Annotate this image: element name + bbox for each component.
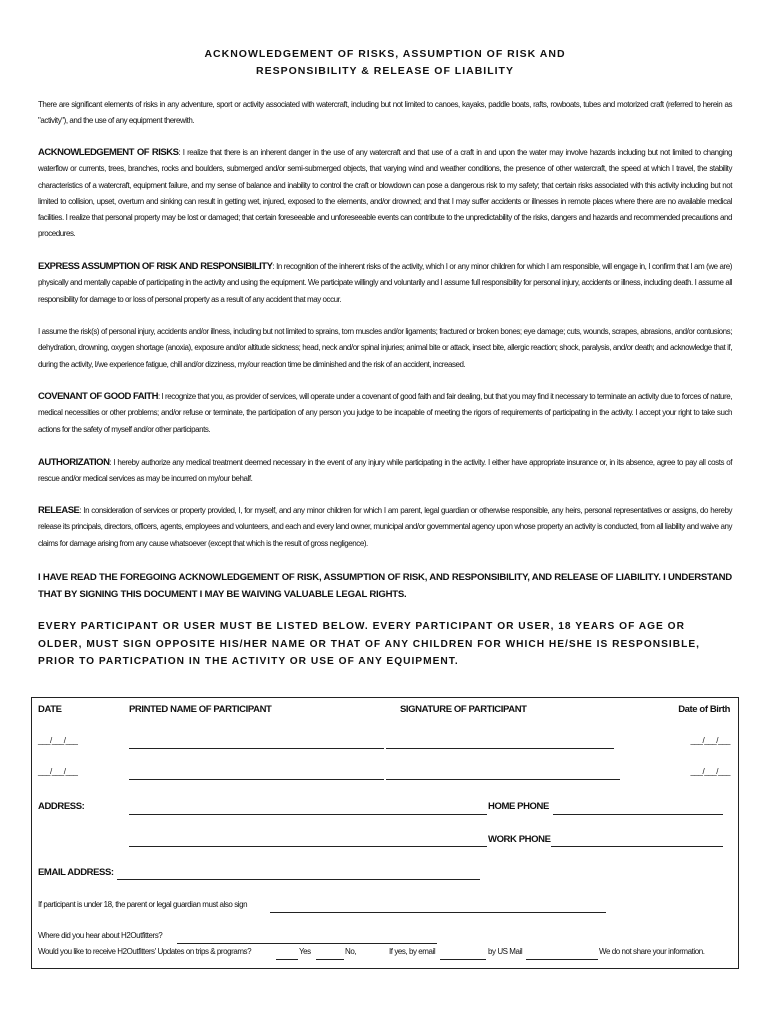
us-mail-label: by US Mail bbox=[488, 947, 523, 956]
document-title bbox=[0, 46, 770, 80]
date-field-2[interactable]: ___/___/___ bbox=[38, 767, 78, 776]
updates-no-blank[interactable] bbox=[316, 959, 344, 960]
email-label: EMAIL ADDRESS: bbox=[38, 867, 114, 878]
covenant-text: : I recognize that you, as provider of services, will operate under a covenant of good faith and fair dealing, but that you may find it necessary to terminate an activity due to forces of nature, medical necessities or other problems; and/or refuse or terminate, the participation of any person you judge to be incapable of meeting the rigors of requirements of participating in the activity. I accept your right to take such actions for the safety of myself and/or other participants. bbox=[38, 392, 732, 434]
release-text: : In consideration of services or property provided, I, for myself, and any minor children for which I am parent, legal guardian or otherwise responsible, any heirs, personal representatives or assigns, do hereby release its principals, directors, officers, agents, employees and volunteers, and each and every land owner, municipal and/or governmental agency upon whose property an activity is conducted, from all liability and waive any claims for damage arising from any cause whatsoever (except that which is the result of gross negligence). bbox=[38, 506, 732, 548]
work-phone-field[interactable] bbox=[551, 846, 723, 847]
express-heading: EXPRESS ASSUMPTION OF RISK AND RESPONSIBILITY bbox=[38, 261, 273, 272]
acknowledgement-heading: ACKNOWLEDGEMENT OF RISKS bbox=[38, 147, 179, 158]
guardian-signature-field[interactable] bbox=[270, 912, 606, 913]
assume-risk-paragraph: I assume the risk(s) of personal injury, accidents and/or illness, including but not limited to sprains, torn muscles and/or ligaments; fractured or broken bones; eye damage; cuts, wounds, scrapes, abrasions, and/or contusions; dehydration, drowning, oxygen shortage (anoxia), exposure and/or altitude sickness; head, neck and/or spinal injuries; animal bite or attack, insect bite, allergic reaction; shock, paralysis, and/or death; and acknowledge that if, during the activity, I/we experience fatigue, chill and/or dizziness, my/our reaction time be diminished and the risk of an accident, increased. bbox=[38, 327, 732, 369]
covenant-heading: COVENANT OF GOOD FAITH bbox=[38, 391, 158, 402]
name-field-2[interactable] bbox=[129, 779, 384, 780]
address-field-2[interactable] bbox=[129, 846, 487, 847]
intro-paragraph: There are significant elements of risks in any adventure, sport or activity associated with watercraft, including but not limited to canoes, kayaks, paddle boats, rafts, rowboats, tubes and motorized craft (referred to herein as "activity"), and the use of any equipment therewith. bbox=[38, 100, 732, 126]
where-heard-field[interactable] bbox=[177, 943, 437, 944]
name-field-1[interactable] bbox=[129, 748, 384, 749]
dob-field-2[interactable]: ___/___/___ bbox=[690, 767, 730, 776]
work-phone-label: WORK PHONE bbox=[488, 834, 551, 845]
date-column-header: DATE bbox=[38, 704, 62, 715]
authorization-paragraph bbox=[38, 455, 732, 488]
if-yes-email-label: If yes, by email bbox=[389, 947, 436, 956]
acknowledgement-paragraph bbox=[38, 145, 732, 243]
express-assumption-paragraph bbox=[38, 259, 732, 308]
signature-field-2[interactable] bbox=[386, 779, 620, 780]
email-field[interactable] bbox=[117, 879, 480, 880]
privacy-note: We do not share your information. bbox=[599, 947, 705, 956]
mail-updates-blank[interactable] bbox=[526, 959, 598, 960]
title-line-2: RESPONSIBILITY & RELEASE OF LIABILITY bbox=[256, 65, 514, 77]
address-label: ADDRESS: bbox=[38, 801, 85, 812]
address-field-1[interactable] bbox=[129, 814, 487, 815]
express-text: : In recognition of the inherent risks of the activity, which I or any minor children for which I am responsible, will engage in, I confirm that I am (we are) physically and mentally capable of participating in the activity and using the equipment. We participate willingly and voluntarily and I assume full responsibility for personal injury, accidents or illness, including death. I assume all responsibility for damage to or loss of personal property as a result of any accident that may occur. bbox=[38, 262, 732, 304]
covenant-paragraph bbox=[38, 389, 732, 438]
participant-form bbox=[31, 697, 739, 969]
dob-field-1[interactable]: ___/___/___ bbox=[690, 736, 730, 745]
dob-column-header: Date of Birth bbox=[678, 704, 730, 715]
acknowledgement-statement: I HAVE READ THE FOREGOING ACKNOWLEDGEMENT OF RISK, ASSUMPTION OF RISK, AND RESPONSIBILITY, AND RELEASE OF LIABILITY. I UNDERSTAND THAT BY SIGNING THIS DOCUMENT I MAY BE WAIVING VALUABLE LEGAL RIGHTS. bbox=[38, 572, 732, 600]
updates-question: Would you like to receive H2Outfitters' Updates on trips & programs? bbox=[38, 947, 252, 956]
signature-field-1[interactable] bbox=[386, 748, 614, 749]
release-heading: RELEASE bbox=[38, 505, 80, 516]
updates-no-label: No, bbox=[345, 947, 357, 956]
acknowledgement-text: : I realize that there is an inherent danger in the use of any watercraft and that use of a craft in and upon the water may involve hazards including but not limited to changing waterflow or currents, trees, branches, rocks and boulders, submerged and/or semi-submerged objects, that varying wind and weather conditions, the presence of other watercraft, the speed at which I travel, the stability characteristics of a watercraft, equipment failure, and my sense of balance and inability to control the craft or blowdown can pose a dangerous risk to my safety; that certain risks associated with this activity including but not limited to collision, upset, overturn and sinking can result in getting wet, injured, exposed to the elements, and/or drowned; and that I may suffer accidents or illnesses in remote places where there are no available medical facilities. I realize that personal property may be lost or damaged; that certain foreseeable and unforeseeable events can contribute to the unpredictability of the risks, dangers and hazards and recommended precautions and procedures. bbox=[38, 148, 733, 239]
home-phone-label: HOME PHONE bbox=[488, 801, 549, 812]
date-field-1[interactable]: ___/___/___ bbox=[38, 736, 78, 745]
email-updates-blank[interactable] bbox=[440, 959, 486, 960]
authorization-heading: AUTHORIZATION bbox=[38, 457, 110, 468]
title-line-1: ACKNOWLEDGEMENT OF RISKS, ASSUMPTION OF RISK AND bbox=[204, 48, 566, 60]
signature-column-header: SIGNATURE OF PARTICIPANT bbox=[400, 704, 527, 715]
updates-yes-label: Yes bbox=[299, 947, 311, 956]
release-paragraph bbox=[38, 503, 732, 552]
where-heard-text: Where did you hear about H2Outfitters? bbox=[38, 931, 163, 940]
updates-yes-blank[interactable] bbox=[276, 959, 298, 960]
authorization-text: : I hereby authorize any medical treatment deemed necessary in the event of any injury while participating in the activity. I either have appropriate insurance or, in its absence, agree to pay all costs of rescue and/or medical services as may be incurred on my/our behalf. bbox=[38, 458, 732, 484]
participant-instructions: EVERY PARTICIPANT OR USER MUST BE LISTED BELOW. EVERY PARTICIPANT OR USER, 18 YEARS OF AGE OR OLDER, MUST SIGN OPPOSITE HIS/HER NAME OR THAT OF ANY CHILDREN FOR WHICH HE/SHE IS RESPONSIBLE, PRIOR TO PARTICPATION IN THE ACTIVITY OR USE OF ANY EQUIPMENT. bbox=[38, 621, 700, 667]
minor-guardian-text: If participant is under 18, the parent or legal guardian must also sign bbox=[38, 900, 248, 909]
home-phone-field[interactable] bbox=[553, 814, 723, 815]
name-column-header: PRINTED NAME OF PARTICIPANT bbox=[129, 704, 272, 715]
